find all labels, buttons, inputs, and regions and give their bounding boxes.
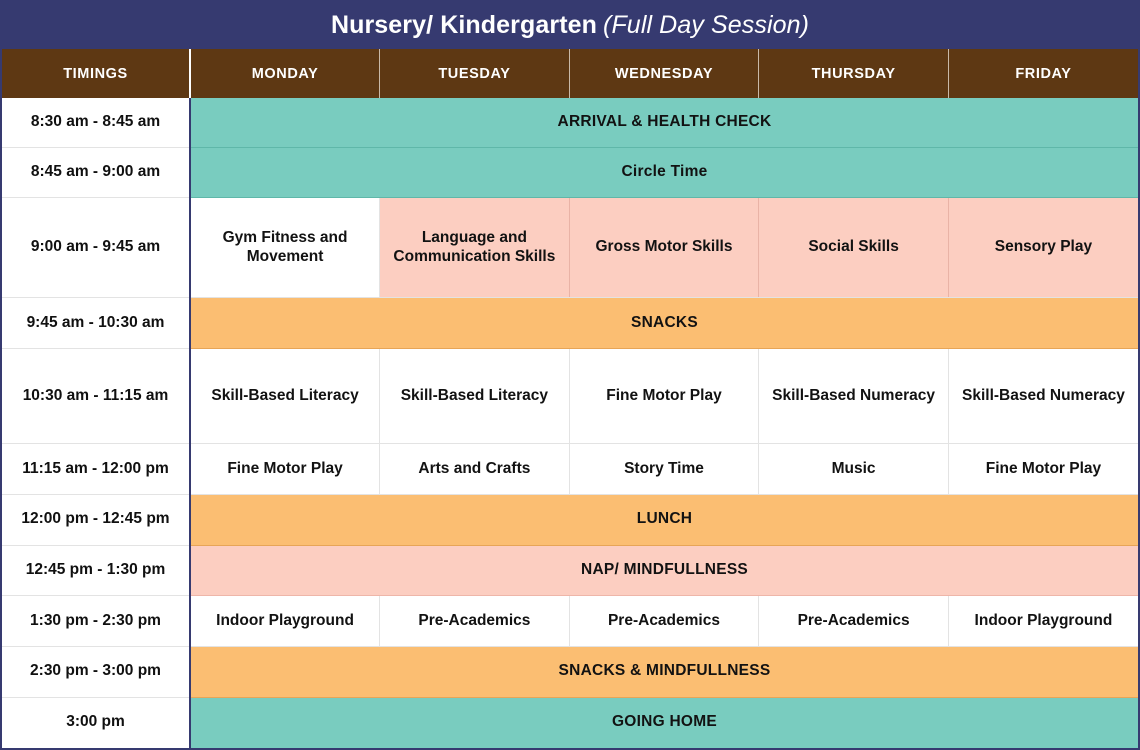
table-row [2, 348, 1138, 443]
activity-cell: Story Time [569, 444, 759, 495]
activity-cell: Skill-Based Numeracy [948, 348, 1138, 443]
title-main-text: Nursery/ Kindergarten [330, 11, 598, 39]
activity-cell: Music [759, 444, 949, 495]
header-row [2, 49, 1138, 98]
activity-cell: Skill-Based Numeracy [759, 348, 949, 443]
activity-cell: Fine Motor Play [190, 444, 380, 495]
timing-cell: 12:00 pm - 12:45 pm [2, 494, 190, 545]
activity-cell-merged: Circle Time [190, 148, 1138, 198]
column-header-wednesday: WEDNESDAY [569, 49, 759, 98]
table-row [2, 647, 1138, 698]
activity-cell: Fine Motor Play [948, 444, 1138, 495]
activity-cell: Social Skills [759, 197, 949, 297]
activity-cell-merged: GOING HOME [190, 697, 1138, 748]
table-header [2, 49, 1138, 98]
column-header-tuesday: TUESDAY [380, 49, 570, 98]
activity-cell: Gross Motor Skills [569, 197, 759, 297]
column-header-thursday: THURSDAY [759, 49, 949, 98]
page-title [331, 11, 809, 40]
activity-cell-merged: SNACKS & MINDFULLNESS [190, 647, 1138, 698]
timing-cell: 12:45 pm - 1:30 pm [2, 545, 190, 596]
timing-cell: 2:30 pm - 3:00 pm [2, 647, 190, 698]
table-row [2, 148, 1138, 198]
activity-cell-merged: SNACKS [190, 298, 1138, 349]
table-row [2, 596, 1138, 647]
table-row [2, 697, 1138, 748]
timing-cell: 1:30 pm - 2:30 pm [2, 596, 190, 647]
activity-cell: Pre-Academics [569, 596, 759, 647]
timing-cell: 9:00 am - 9:45 am [2, 197, 190, 297]
activity-cell: Skill-Based Literacy [190, 348, 380, 443]
activity-cell: Fine Motor Play [569, 348, 759, 443]
activity-cell: Gym Fitness and Movement [190, 197, 380, 297]
title-bar [2, 2, 1138, 49]
timing-cell: 9:45 am - 10:30 am [2, 298, 190, 349]
timing-cell: 11:15 am - 12:00 pm [2, 444, 190, 495]
activity-cell-merged: ARRIVAL & HEALTH CHECK [190, 98, 1138, 148]
timing-cell: 8:45 am - 9:00 am [2, 148, 190, 198]
activity-cell: Arts and Crafts [380, 444, 570, 495]
timing-cell: 10:30 am - 11:15 am [2, 348, 190, 443]
table-row [2, 197, 1138, 297]
timing-cell: 3:00 pm [2, 697, 190, 748]
activity-cell: Pre-Academics [759, 596, 949, 647]
activity-cell-merged: LUNCH [190, 494, 1138, 545]
column-header-timings: TIMINGS [2, 49, 190, 98]
activity-cell-merged: NAP/ MINDFULLNESS [190, 545, 1138, 596]
activity-cell: Indoor Playground [948, 596, 1138, 647]
schedule-table [2, 49, 1138, 748]
activity-cell: Language and Communication Skills [380, 197, 570, 297]
table-body [2, 98, 1138, 748]
activity-cell: Indoor Playground [190, 596, 380, 647]
table-row [2, 98, 1138, 148]
column-header-monday: MONDAY [190, 49, 380, 98]
table-row [2, 494, 1138, 545]
activity-cell: Sensory Play [948, 197, 1138, 297]
activity-cell: Pre-Academics [380, 596, 570, 647]
title-subtitle-text: (Full Day Session) [603, 11, 810, 39]
column-header-friday: FRIDAY [948, 49, 1138, 98]
table-row [2, 545, 1138, 596]
table-row [2, 444, 1138, 495]
activity-cell: Skill-Based Literacy [380, 348, 570, 443]
table-row [2, 298, 1138, 349]
timing-cell: 8:30 am - 8:45 am [2, 98, 190, 148]
